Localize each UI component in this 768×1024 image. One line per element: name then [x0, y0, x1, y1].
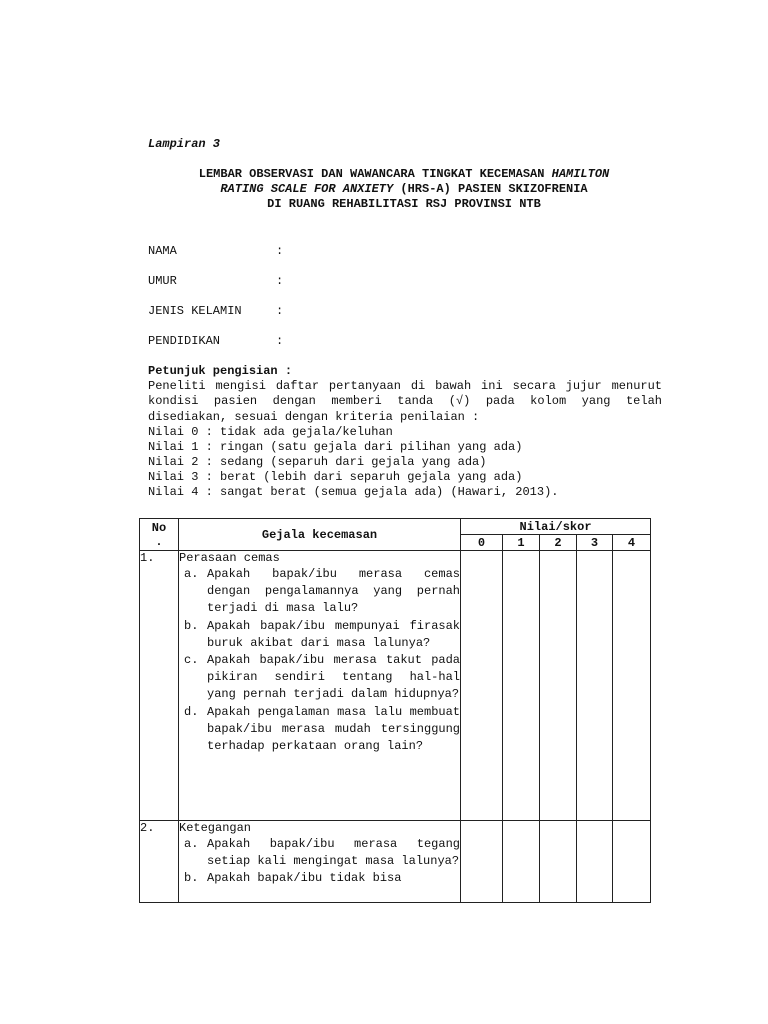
field-label: PENDIDIKAN: [148, 334, 221, 348]
field-colon: :: [276, 334, 284, 348]
question-text: Apakah bapak/ibu merasa takut pada pikiran sendiri tentang hal-hal yang pernah terjadi dalam hidupnya?: [207, 653, 460, 702]
title-line-2-italic: RATING SCALE FOR ANXIETY: [220, 182, 394, 196]
field-nama: [148, 244, 283, 258]
instructions-heading: Petunjuk pengisian :: [148, 364, 293, 378]
symptom-title: Perasaan cemas: [179, 551, 280, 565]
header-nilai: Nilai/skor: [461, 519, 651, 535]
header-no: [140, 519, 179, 551]
header-gejala: Gejala kecemasan: [179, 519, 461, 551]
symptom-question: [179, 618, 460, 652]
score-cell-2[interactable]: [540, 821, 577, 903]
field-label: UMUR: [148, 274, 177, 288]
symptom-question: [179, 704, 460, 756]
field-label: JENIS KELAMIN: [148, 304, 242, 318]
score-cell-3[interactable]: [577, 551, 613, 821]
question-marker: b.: [184, 618, 199, 633]
score-criteria-2: Nilai 2 : sedang (separuh dari gejala yang ada): [148, 455, 487, 469]
question-text: Apakah pengalaman masa lalu membuat bapak/ibu merasa mudah tersinggung terhadap perkataan orang lain?: [207, 704, 460, 754]
document-title-line-1: [140, 167, 668, 181]
score-cell-3[interactable]: [577, 821, 613, 903]
question-text: Apakah bapak/ibu mempunyai firasak buruk akibat dari masa lalunya?: [207, 618, 460, 650]
field-label: NAMA: [148, 244, 177, 258]
score-cell-4[interactable]: [613, 821, 651, 903]
field-umur: [148, 274, 283, 288]
title-line-1-normal: LEMBAR OBSERVASI DAN WAWANCARA TINGKAT KECEMASAN: [198, 167, 552, 181]
instructions-paragraph: Peneliti mengisi daftar pertanyaan di bawah ini secara jujur menurut kondisi pasien dengan memberi tanda (√) pada kolom yang telah disediakan, sesuai dengan kriteria penilaian :: [148, 379, 662, 424]
question-marker: b.: [184, 871, 199, 886]
document-title-line-3: DI RUANG REHABILITASI RSJ PROVINSI NTB: [267, 197, 541, 211]
document-title-line-2: [140, 182, 668, 196]
field-jenis-kelamin: [148, 304, 283, 318]
score-cell-0[interactable]: [461, 551, 503, 821]
row-number: 2.: [140, 821, 179, 903]
question-marker: a.: [184, 837, 199, 851]
score-header-3: 3: [577, 535, 613, 551]
symptom-question: [179, 836, 460, 870]
symptom-question: [179, 870, 460, 887]
header-no-text: No .: [151, 520, 167, 549]
symptom-question: [179, 652, 460, 704]
score-cell-4[interactable]: [613, 551, 651, 821]
symptom-title: Ketegangan: [179, 821, 252, 835]
field-pendidikan: [148, 334, 283, 348]
symptom-question: [179, 566, 460, 618]
table-row: [140, 821, 651, 903]
score-header-4: 4: [613, 535, 651, 551]
symptom-cell: [179, 821, 461, 903]
score-criteria-4: Nilai 4 : sangat berat (semua gejala ada) (Hawari, 2013).: [148, 485, 559, 499]
question-text: Apakah bapak/ibu merasa cemas dengan pengalamannya yang pernah terjadi di masa lalu?: [207, 567, 460, 616]
score-header-0: 0: [461, 535, 503, 551]
title-line-1-italic: HAMILTON: [551, 167, 610, 181]
score-cell-0[interactable]: [461, 821, 503, 903]
anxiety-scoring-table: [139, 518, 651, 903]
score-cell-2[interactable]: [540, 551, 577, 821]
score-header-2: 2: [540, 535, 577, 551]
question-text: Apakah bapak/ibu merasa tegang setiap kali mengingat masa lalunya?: [207, 837, 460, 869]
field-colon: :: [276, 244, 284, 258]
question-text: Apakah bapak/ibu tidak bisa: [207, 871, 402, 886]
field-colon: :: [276, 274, 284, 288]
field-colon: :: [276, 304, 284, 318]
question-marker: c.: [184, 653, 199, 668]
question-marker: a.: [184, 567, 199, 581]
symptom-cell: [179, 551, 461, 821]
table-row: [140, 551, 651, 821]
score-criteria-3: Nilai 3 : berat (lebih dari separuh gejala yang ada): [148, 470, 523, 484]
row-number: 1.: [140, 551, 179, 821]
score-criteria-0: Nilai 0 : tidak ada gejala/keluhan: [148, 425, 393, 439]
score-cell-1[interactable]: [503, 551, 540, 821]
attachment-label: Lampiran 3: [148, 137, 221, 151]
score-criteria-1: Nilai 1 : ringan (satu gejala dari pilihan yang ada): [148, 440, 523, 454]
score-header-1: 1: [503, 535, 540, 551]
title-line-2-normal: (HRS-A) PASIEN SKIZOFRENIA: [393, 182, 588, 196]
question-marker: d.: [184, 704, 199, 719]
score-cell-1[interactable]: [503, 821, 540, 903]
